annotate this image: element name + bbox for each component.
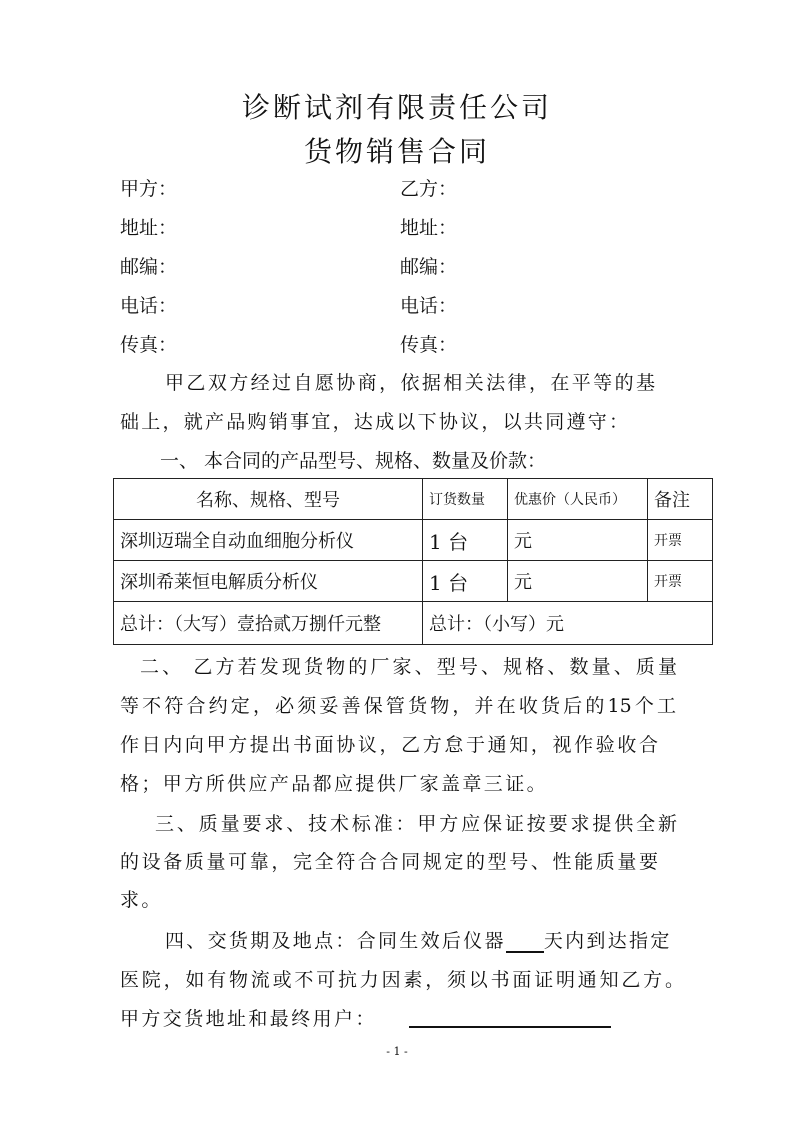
section-2-line: 格；甲方所供应产品都应提供厂家盖章三证。	[120, 773, 549, 795]
section-3-line: 三、质量要求、技术标准：甲方应保证按要求提供全新	[155, 813, 677, 835]
product-remark: 开票	[648, 520, 713, 561]
section-4-text: 四、交货期及地点：合同生效后仪器	[165, 930, 506, 952]
header-price: 优惠价（人民币）	[508, 479, 648, 520]
header-quantity: 订货数量	[423, 479, 508, 520]
intro-line: 甲乙双方经过自愿协商，依据相关法律，在平等的基	[165, 372, 655, 394]
section-2-line: 等不符合约定，必须妥善保管货物，并在收货后的15个工	[120, 695, 676, 717]
total-lower: 总计：（小写）元	[423, 602, 713, 645]
section-4-text: 天内到达指定	[543, 930, 672, 952]
party-b-postcode: 邮编：	[400, 256, 458, 278]
product-price: 元	[508, 561, 648, 602]
product-name: 深圳希莱恒电解质分析仪	[114, 561, 423, 602]
product-price: 元	[508, 520, 648, 561]
table-total-row	[114, 602, 713, 645]
party-b-label: 乙方：	[400, 178, 458, 200]
section-4-line	[165, 929, 672, 953]
total-upper: 总计：（大写）壹拾贰万捌仟元整	[114, 602, 423, 645]
delivery-address-blank[interactable]	[409, 1026, 611, 1028]
page-number: - 1 -	[386, 1045, 408, 1058]
table-header-row	[114, 479, 713, 520]
section-4-line: 甲方交货地址和最终用户：	[120, 1008, 377, 1030]
section-3-line: 求。	[120, 889, 163, 911]
section-2-line: 二、 乙方若发现货物的厂家、型号、规格、数量、质量	[140, 656, 677, 678]
party-b-phone: 电话：	[400, 295, 458, 317]
party-a-phone: 电话：	[120, 295, 178, 317]
party-a-address: 地址：	[120, 217, 178, 239]
section-4-line: 医院，如有物流或不可抗力因素，须以书面证明通知乙方。	[120, 969, 684, 991]
section-2-line: 作日内向甲方提出书面协议，乙方怠于通知，视作验收合	[120, 734, 658, 756]
product-quantity: 1 台	[423, 520, 508, 561]
table-row	[114, 561, 713, 602]
intro-line: 础上，就产品购销事宜，达成以下协议，以共同遵守：	[120, 411, 628, 433]
company-title: 诊断试剂有限责任公司	[241, 91, 552, 124]
table-row	[114, 520, 713, 561]
product-remark: 开票	[648, 561, 713, 602]
party-a-label: 甲方：	[120, 178, 178, 200]
product-quantity: 1 台	[423, 561, 508, 602]
delivery-days-blank[interactable]	[506, 931, 544, 953]
section-3-line: 的设备质量可靠，完全符合合同规定的型号、性能质量要	[120, 851, 658, 873]
product-name: 深圳迈瑞全自动血细胞分析仪	[114, 520, 423, 561]
party-a-fax: 传真：	[120, 334, 178, 356]
section-1-heading: 一、 本合同的产品型号、规格、数量及价款：	[160, 450, 547, 472]
product-table	[113, 478, 713, 645]
party-b-fax: 传真：	[400, 334, 458, 356]
party-b-address: 地址：	[400, 217, 458, 239]
document-title: 货物销售合同	[303, 135, 490, 168]
header-remark: 备注	[648, 479, 713, 520]
header-name: 名称、规格、型号	[114, 479, 423, 520]
party-a-postcode: 邮编：	[120, 256, 178, 278]
